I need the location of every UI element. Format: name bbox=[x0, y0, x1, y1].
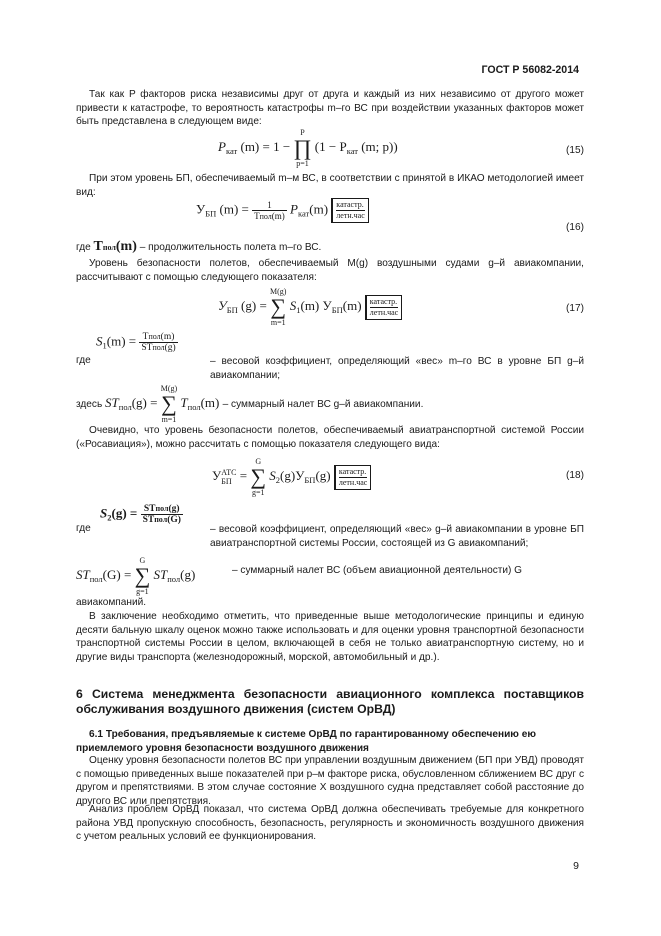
tpol-definition: где Tпол(m) – продолжительность полета m–го ВС. bbox=[76, 239, 322, 254]
stpol-G-description: – суммарный налет ВС (объем авиационной деятельности) G bbox=[232, 565, 523, 576]
s1-description: – весовой коэффициент, определяющий «вес» m–го ВС в уровне БП g–й авиакомпании; bbox=[210, 356, 584, 381]
unit-label: катастр. летн.час bbox=[334, 465, 371, 490]
equation-number-18: (18) bbox=[566, 470, 584, 481]
paragraph-level-bp: При этом уровень БП, обеспечиваемый m–м ВС, в соответствии с принятой в ИКАО методологией имеет вид: bbox=[76, 173, 584, 198]
document-header-id: ГОСТ Р 56082-2014 bbox=[481, 64, 579, 76]
fraction: $\frac{1}{\text{Tпол(m)}}$ bbox=[254, 200, 285, 221]
fraction: $\frac{\text{STпол(g)}}{\text{STпол(G)}}$ bbox=[142, 504, 181, 525]
equation-16: $У_{БП}$ (m) = $\frac{1}{\text{Tпол(m)}}$ $P_{кат}(m)$ катастр. летн.час bbox=[196, 198, 369, 223]
s1-where-label: где bbox=[76, 355, 91, 366]
equation-number-15: (15) bbox=[566, 145, 584, 156]
sum-operator: G ∑ g=1 bbox=[250, 457, 267, 497]
equation-18: У АТС БП = G ∑ g=1 $S_2(g)У_{БП}(g)$ катастр. летн.час bbox=[212, 457, 371, 497]
equation-17: $У_{БП}$ (g) = M(g) ∑ m=1 $S_1(m)$ $У_{БП}(m)$ катастр. летн.час bbox=[218, 287, 402, 327]
product-operator: P ∏ p=1 bbox=[293, 128, 312, 168]
s1-formula: $S_1(m)$ = $\frac{\text{Tпол(m)}}{\text{STпол(g)}}$ bbox=[96, 332, 176, 353]
s2-description: – весовой коэффициент, определяющий «вес» g–й авиакомпании в уровне БП авиатранспортной системы России, состоящей из G авиакомпаний; bbox=[210, 524, 584, 549]
stpol-G-definition: $ST_{пол}(G) = G$ ∑ g=1 $ST_{пол}(g)$ bbox=[76, 556, 196, 596]
fraction: $\frac{\text{Tпол(m)}}{\text{STпол(g)}}$ bbox=[141, 332, 176, 353]
section-6-paragraph-2: Анализ проблем ОрВД показал, что система ОрВД должна обеспечивать требуемые для конкретного района УВД пропускную способность, безопасность, регулярность и экономичность воздушного движения с учетом реальных условий ее функционирования. bbox=[76, 804, 584, 842]
subsection-6-1-title: 6.1 Требования, предъявляемые к системе ОрВД по гарантированному обеспечению ею приемлемого уровня безопасности воздушного движения bbox=[76, 729, 536, 754]
sum-operator: G ∑ g=1 bbox=[134, 556, 151, 596]
paragraph-risk-factors: Так как P факторов риска независимы друг от друга и каждый из них независимо от другого может привести к катастрофе, то вероятность катастрофы m–го ВС при воздействии указанных факторов может быть представлена в следующем виде: bbox=[76, 89, 584, 127]
stpol-G-description-tail: авиакомпаний. bbox=[76, 597, 147, 608]
section-6-title: 6 Система менеджмента безопасности авиационного комплекса поставщиков обслуживания воздушного движения (систем ОрВД) bbox=[76, 687, 584, 716]
paragraph-conclusion: В заключение необходимо отметить, что приведенные выше методологические принципы и единую десяти бальную шкалу оценок можно также использовать и для оценки уровня транспортной безопасности транспортной системы России в целом, включающей в себя не только авиатранспортную систему, но и другие виды транспорта (железнодорожный, морской, автомобильный и др.). bbox=[76, 611, 584, 663]
s2-formula: $S_2(g)$ = $\frac{\text{STпол(g)}}{\text{STпол(G)}}$ bbox=[100, 504, 181, 525]
equation-number-16: (16) bbox=[566, 222, 584, 233]
section-6-paragraph-1: Оценку уровня безопасности полетов ВС при управлении воздушным движением (БП при УВД) проводят с помощью приведенных выше показателей при p–м факторе риска, обусловленном сближением ВС друг с другом и препятствиями. В этом случае состояние X воздушного судна представляет собой расстояние до другого ВС или препятствия. bbox=[76, 755, 584, 807]
s2-where-label: где bbox=[76, 523, 91, 534]
stpol-g-definition: здесь $ST_{пол}(g) = M(g)$ ∑ m=1 $T_{пол}(m)$ – суммарный налет ВС g–й авиакомпании. bbox=[76, 384, 424, 424]
page-number: 9 bbox=[573, 860, 579, 872]
equation-number-17: (17) bbox=[566, 303, 584, 314]
sum-operator: M(g) ∑ m=1 bbox=[270, 287, 287, 327]
equation-15: $P_{кат}$ (m) = 1 − P ∏ p=1 ($1 - P_{кат}$ (m; p)) bbox=[218, 128, 398, 168]
paragraph-rosaviatsiya: Очевидно, что уровень безопасности полетов, обеспечиваемый авиатранспортной системой России («Росавиация»), можно рассчитать с помощью показателя следующего вида: bbox=[76, 425, 584, 450]
sum-operator: M(g) ∑ m=1 bbox=[160, 384, 178, 424]
paragraph-airline-level: Уровень безопасности полетов, обеспечиваемый M(g) воздушными судами g–й авиакомпании, рассчитывают с помощью следующего показателя: bbox=[76, 258, 584, 283]
unit-label: катастр. летн.час bbox=[331, 198, 368, 223]
unit-label: катастр. летн.час bbox=[365, 295, 402, 320]
